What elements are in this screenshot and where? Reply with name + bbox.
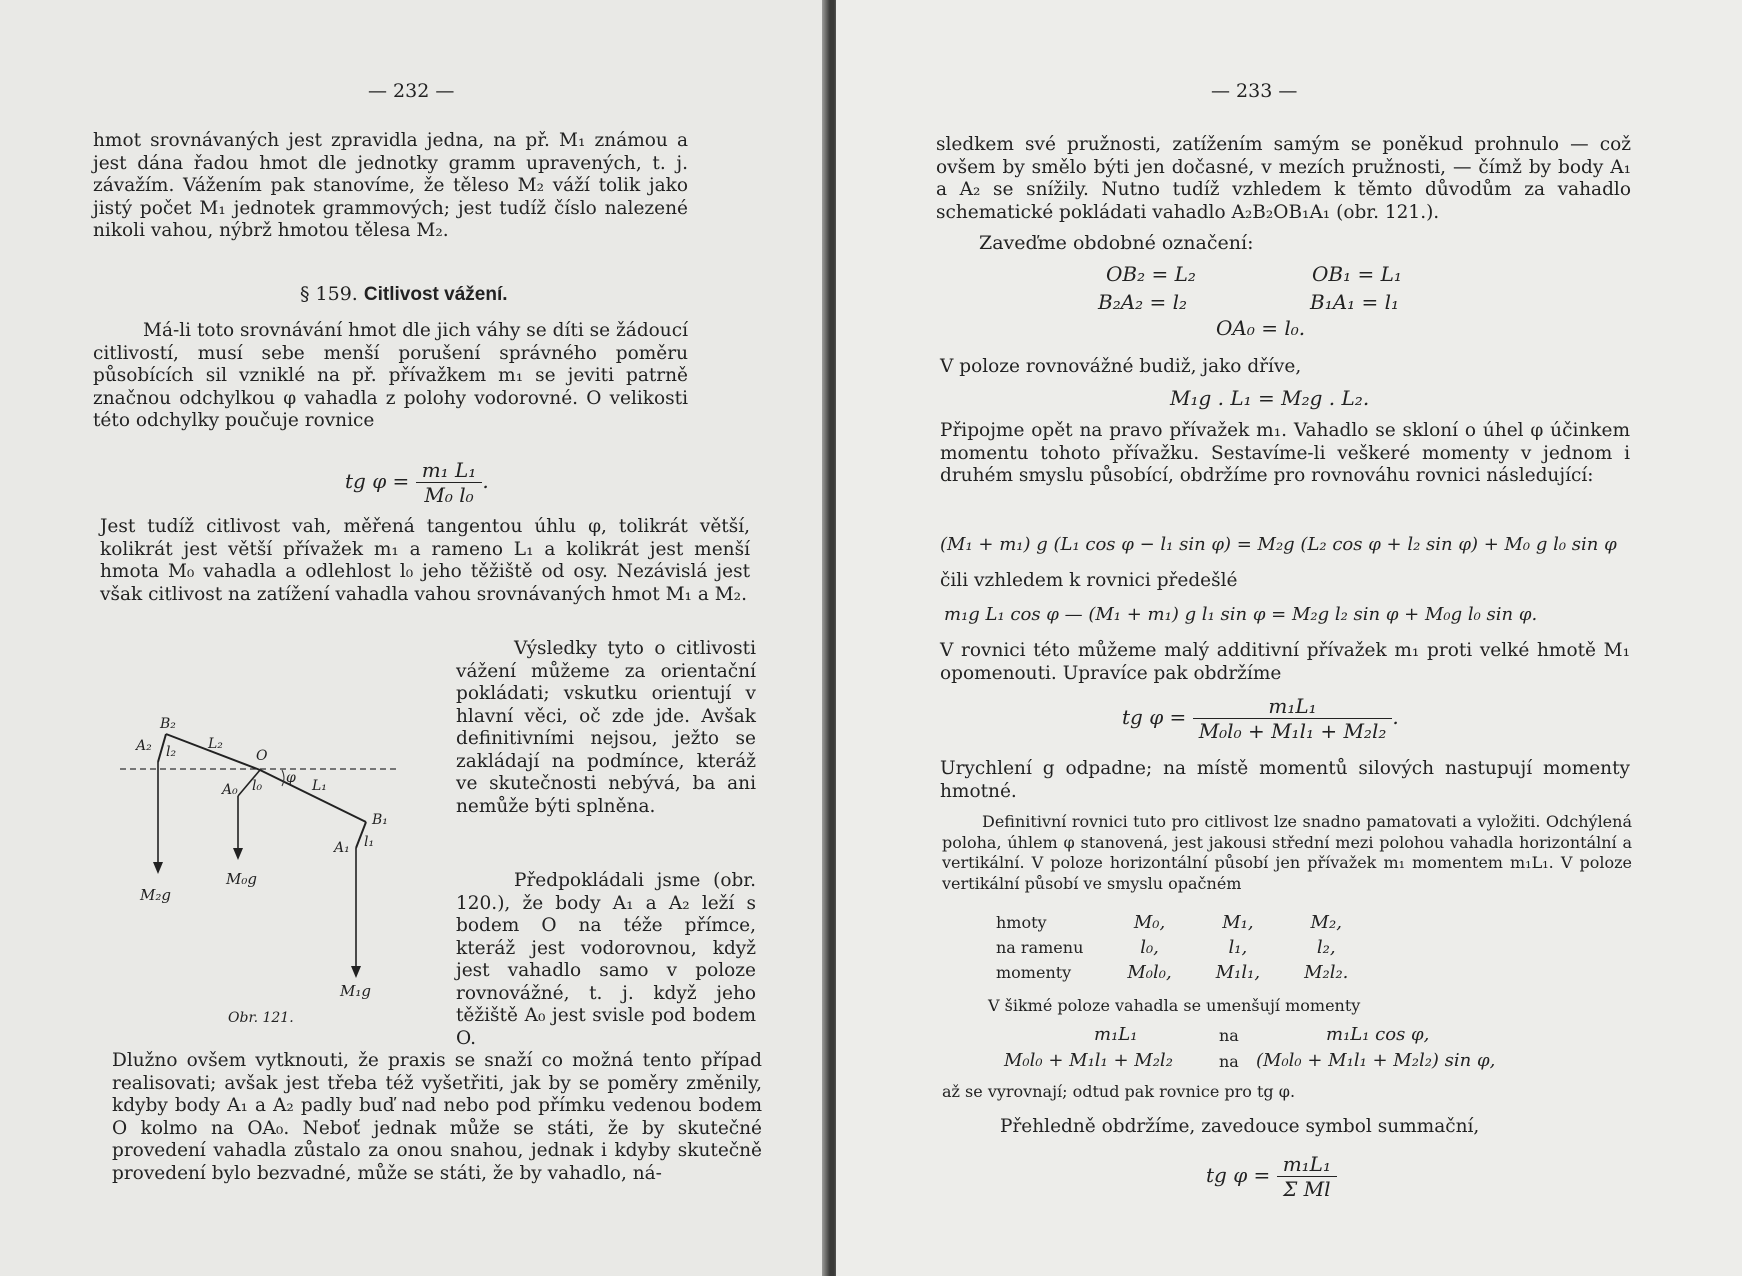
eq1-period: .	[482, 469, 489, 493]
section-title: Citlivost vážení.	[363, 284, 508, 305]
paragraph-r5: čili vzhledem k rovnici předešlé	[940, 570, 1238, 591]
def-b2a2: B₂A₂ = l₂	[1098, 290, 1188, 314]
eq4-denominator: Σ Ml	[1283, 1177, 1331, 1201]
table-cell: M₁l₁,	[1215, 962, 1261, 983]
paragraph-r2: Zaveďme obdobné označení:	[979, 232, 1254, 254]
table-row	[996, 960, 1370, 985]
eq2-lhs: tg φ =	[1122, 705, 1187, 729]
eq3-na-2: na	[1219, 1052, 1239, 1071]
eq3-b-den: (M₀l₀ + M₁l₁ + M₂l₂) sin φ,	[1256, 1050, 1496, 1071]
paragraph-r11: Přehledně obdržíme, zavedouce symbol summační,	[1000, 1116, 1480, 1137]
eq1-lhs: tg φ =	[345, 469, 410, 493]
label-l2: l₂	[166, 744, 177, 760]
eq1-denominator: M₀ l₀	[424, 483, 474, 507]
page-number-right: — 233 —	[1211, 80, 1298, 102]
equation-4	[1206, 1152, 1337, 1201]
eq2-denominator: M₀l₀ + M₁l₁ + M₂l₂	[1198, 719, 1387, 743]
label-L2: L₂	[208, 736, 223, 752]
eq3-a-num: m₁L₁	[1094, 1024, 1138, 1045]
def-ob1: OB₁ = L₁	[1312, 262, 1402, 286]
eq2-period: .	[1392, 705, 1399, 729]
row-label: momenty	[996, 963, 1072, 982]
table-row	[996, 910, 1370, 935]
label-M0g: M₀g	[226, 870, 257, 888]
paragraph-r9: V šikmé poloze vahadla se umenšují momenty	[988, 996, 1361, 1015]
eq3-b-num: m₁L₁ cos φ,	[1326, 1024, 1430, 1045]
table-cell: M₂,	[1310, 912, 1342, 933]
paragraph-1: hmot srovnávaných jest zpravidla jedna, na př. M₁ známou a jest dána řadou hmot dle jednotky gramm upravených, t. j. závažím. Vážením pak stanovíme, že těleso M₂ váží tolik jako jistý počet M₁ jednotek grammových; jest tudíž číslo nalezené nikoli vahou, nýbrž hmotou tělesa M₂.	[93, 130, 688, 241]
equation-equilibrium: M₁g . L₁ = M₂g . L₂.	[1170, 386, 1370, 410]
moments-table	[996, 910, 1370, 985]
label-l0: l₀	[252, 778, 263, 794]
label-A2: A₂	[136, 738, 152, 754]
paragraph-r4: Připojme opět na pravo přívažek m₁. Vahadlo se skloní o úhel φ účinkem momentu tohoto přívažku. Sestavíme-li veškeré momenty v jednom i druhém smyslu působící, obdržíme pro rovnováhu rovnici následující:	[940, 420, 1630, 486]
paragraph-4: Výsledky tyto o citlivosti vážení můžeme za orientační pokládati; vskutku orientují v hlavní věci, oč zde jde. Avšak definitivními nejsou, ježto se zakládají na podmínce, kteráž ve skutečnosti nebývá, ba ani nemůže býti splněna.	[456, 638, 756, 817]
eq1-fraction	[416, 458, 483, 507]
equation-long-2: m₁g L₁ cos φ — (M₁ + m₁) g l₁ sin φ = M₂g l₂ sin φ + M₀g l₀ sin φ.	[944, 604, 1538, 625]
equation-long-1: (M₁ + m₁) g (L₁ cos φ − l₁ sin φ) = M₂g (L₂ cos φ + l₂ sin φ) + M₀ g l₀ sin φ	[940, 534, 1617, 555]
paragraph-r3: V poloze rovnovážné budiž, jako dříve,	[940, 356, 1302, 377]
paragraph-r6: V rovnici této můžeme malý additivní přívažek m₁ proti velké hmotě M₁ opomenouti. Upravíce pak obdržíme	[940, 640, 1630, 684]
def-oa0: OA₀ = l₀.	[1216, 316, 1306, 340]
arrow-M0g	[233, 848, 243, 860]
figure-caption: Obr. 121.	[228, 1010, 294, 1026]
table-cell: l₀,	[1140, 937, 1159, 958]
label-L1: L₁	[312, 778, 327, 794]
eq4-numerator: m₁L₁	[1277, 1152, 1337, 1177]
equation-2	[1122, 694, 1399, 743]
label-O: O	[256, 748, 268, 764]
paragraph-2: Má-li toto srovnávání hmot dle jich váhy se díti se žádoucí citlivostí, musí sebe menší porušení správného poměru působících sil vzniklé na př. přívažkem m₁ se jeviti patrně značnou odchylkou φ vahadla z polohy vodorovné. O velikosti této odchylky poučuje rovnice	[93, 320, 688, 431]
eq2-fraction	[1193, 694, 1393, 743]
section-heading	[300, 283, 508, 306]
eq2-numerator: m₁L₁	[1193, 694, 1393, 719]
def-ob2: OB₂ = L₂	[1106, 262, 1196, 286]
label-A0: A₀	[222, 782, 238, 798]
arrow-M1g	[351, 966, 361, 978]
paragraph-r10: až se vyrovnají; odtud pak rovnice pro tg φ.	[942, 1082, 1296, 1101]
figure-121	[100, 690, 445, 1030]
label-B1: B₁	[372, 812, 388, 828]
label-M2g: M₂g	[140, 886, 171, 904]
left-page	[0, 0, 828, 1276]
table-cell: M₁,	[1222, 912, 1254, 933]
eq4-lhs: tg φ =	[1206, 1163, 1271, 1187]
section-number: § 159.	[300, 283, 358, 305]
paragraph-6: Dlužno ovšem vytknouti, že praxis se snaží co možná tento případ realisovati; avšak jest třeba též vyšetřiti, jak by se poměry změnily, kdyby body A₁ a A₂ padly buď nad nebo pod přímku vedenou bodem O kolmo na OA₀. Neboť jednak může se státi, že by skutečné provedení vahadla zůstalo za onou snahou, jednak i kdyby skutečně provedení bylo bezvadné, může se státi, že by vahadlo, ná-	[112, 1050, 762, 1184]
eq4-fraction	[1277, 1152, 1337, 1201]
row-label: na ramenu	[996, 938, 1084, 957]
angle-arc	[282, 770, 284, 786]
arrow-M2g	[153, 862, 163, 874]
eq1-numerator: m₁ L₁	[416, 458, 483, 483]
table-cell: l₂,	[1316, 937, 1336, 958]
paragraph-r1: sledkem své pružnosti, zatížením samým se poněkud prohnulo — což ovšem by smělo býti jen dočasné, v mezích pružnosti, — čímž by body A₁ a A₂ se snížily. Nutno tudíž vzhledem k těmto důvodům za vahadlo schematické pokládati vahadlo A₂B₂OB₁A₁ (obr. 121.).	[936, 134, 1631, 223]
table-cell: M₀l₀,	[1127, 962, 1172, 983]
table-cell: M₀,	[1133, 912, 1166, 933]
paragraph-5: Předpokládali jsme (obr. 120.), že body A₁ a A₂ leží s bodem O na téže přímce, kteráž jest vodorovnou, když jest vahadlo samo v poloze rovnovážné, t. j. když jeho těžiště A₀ jest svisle pod bodem O.	[456, 870, 756, 1049]
row-label: hmoty	[996, 913, 1047, 932]
eq3-a-den: M₀l₀ + M₁l₁ + M₂l₂	[1004, 1050, 1173, 1071]
eq3-na-1: na	[1219, 1026, 1239, 1045]
page-number-left: — 232 —	[368, 80, 455, 102]
label-B2: B₂	[160, 716, 176, 732]
paragraph-r8: Definitivní rovnici tuto pro citlivost lze snadno pamatovati a vyložiti. Odchýlená poloha, úhlem φ stanovená, jest jakousi střední mezi polohou vahadla horizontální a vertikální. V poloze horizontální působí jen přívažek m₁ momentem m₁L₁. V poloze vertikální působí ve smyslu opačném	[942, 812, 1632, 893]
label-A1: A₁	[334, 840, 350, 856]
paragraph-3: Jest tudíž citlivost vah, měřená tangentou úhlu φ, tolikrát větší, kolikrát jest větší přívažek m₁ a rameno L₁ a kolikrát jest menší hmota M₀ vahadla a odlehlost l₀ jeho těžiště od osy. Nezávislá jest však citlivost na zatížení vahadla vahou srovnávaných hmot M₁ a M₂.	[100, 516, 750, 605]
equation-1	[345, 458, 489, 507]
table-cell: l₁,	[1228, 937, 1248, 958]
label-l1: l₁	[364, 834, 375, 850]
table-cell: M₂l₂.	[1304, 962, 1349, 983]
paragraph-r7: Urychlení g odpadne; na místě momentů silových nastupují momenty hmotné.	[940, 758, 1630, 802]
arm-l2	[158, 734, 166, 762]
table-row	[996, 935, 1370, 960]
right-page	[836, 0, 1742, 1276]
label-phi: φ	[286, 770, 296, 786]
label-M1g: M₁g	[340, 982, 371, 1000]
def-b1a1: B₁A₁ = l₁	[1310, 290, 1400, 314]
